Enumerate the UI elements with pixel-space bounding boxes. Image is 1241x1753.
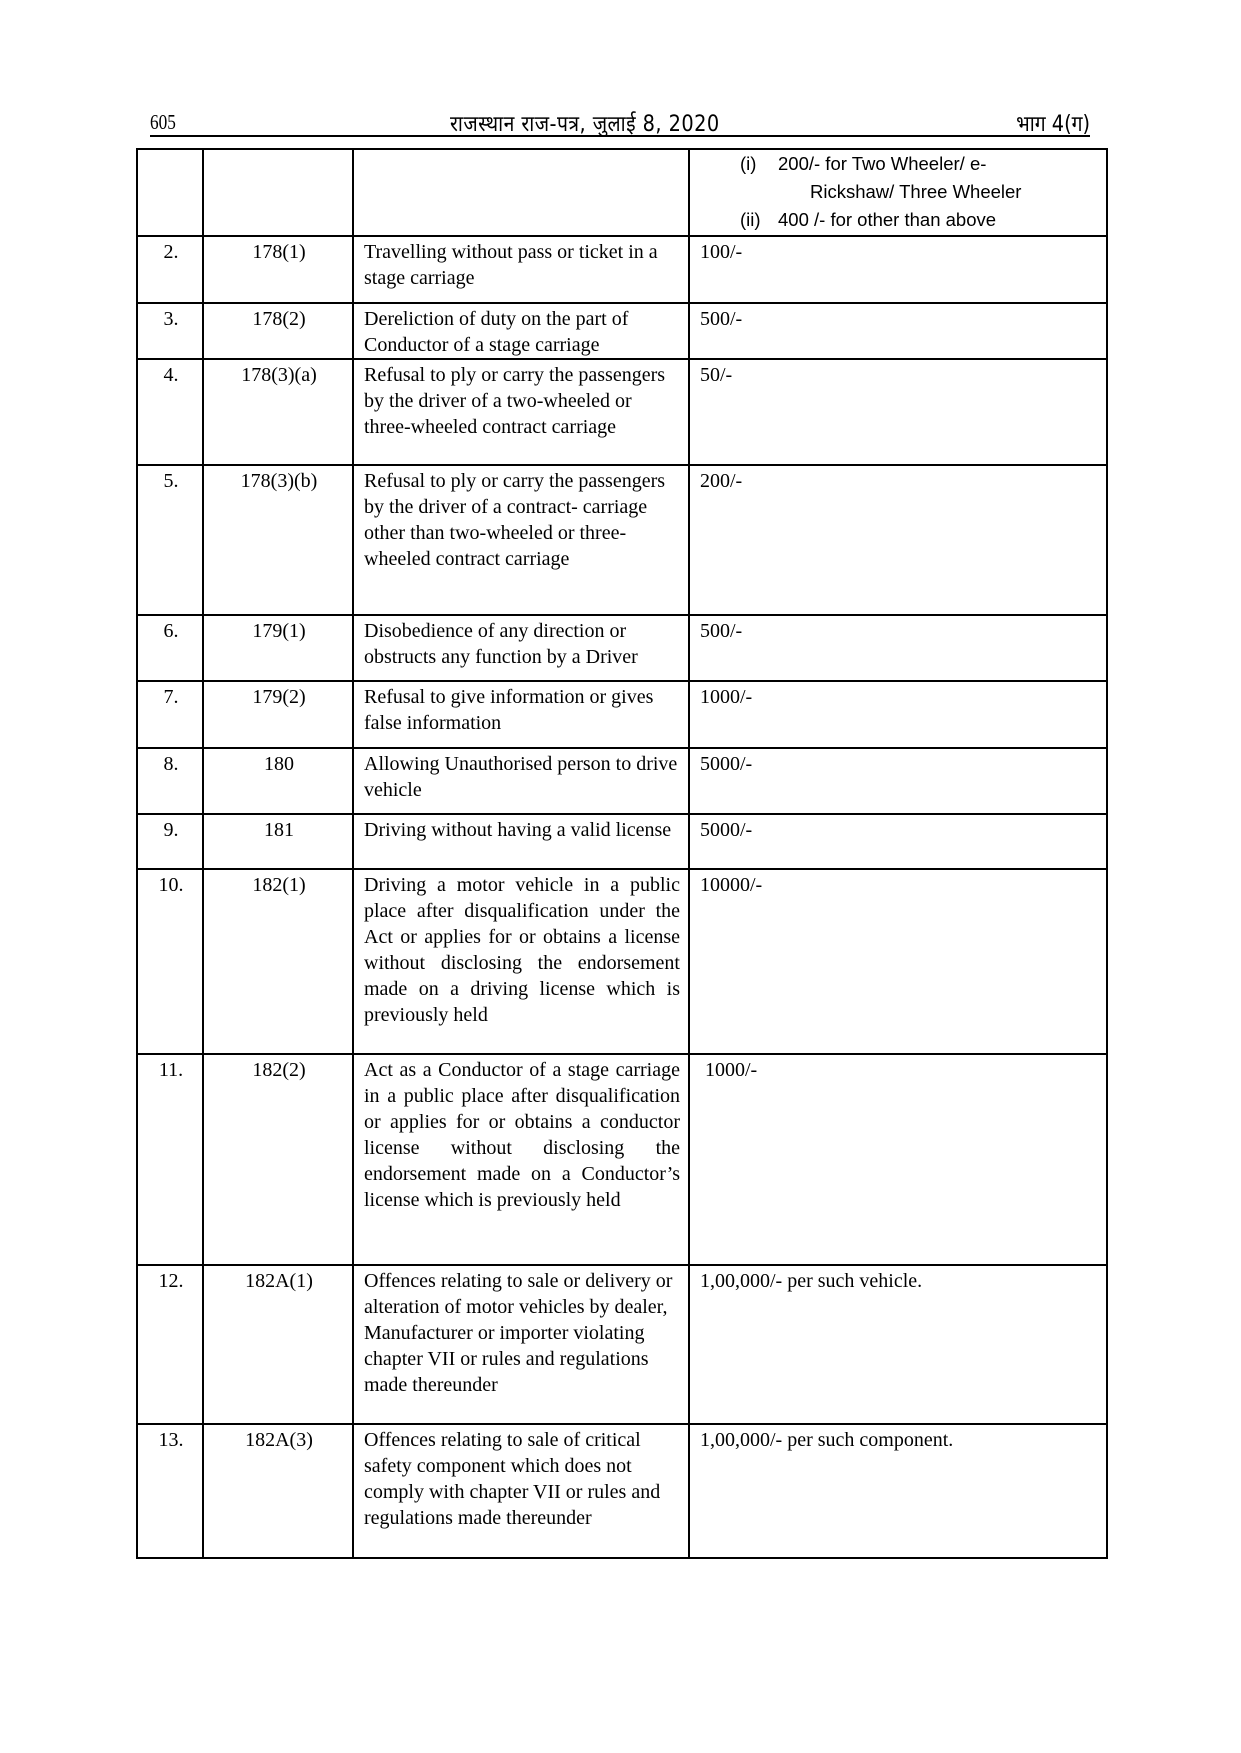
- offence-cell: Allowing Unauthorised person to drive vehicle: [353, 748, 689, 814]
- offence-cell: Dereliction of duty on the part of Conductor of a stage carriage: [353, 303, 689, 359]
- serial-number-cell: 4.: [137, 359, 203, 465]
- section-cell: 179(2): [203, 681, 353, 748]
- fine-cell: 5000/-: [689, 814, 1107, 869]
- fine-cell: 10000/-: [689, 869, 1107, 1054]
- serial-number-cell: 10.: [137, 869, 203, 1054]
- serial-number-cell: 9.: [137, 814, 203, 869]
- page-header: [150, 108, 1090, 137]
- section-cell: 178(1): [203, 236, 353, 303]
- fine-cell: 1,00,000/- per such vehicle.: [689, 1265, 1107, 1424]
- fine-cell: 1000/-: [689, 681, 1107, 748]
- fine-list: [700, 150, 1098, 234]
- serial-number-cell: 12.: [137, 1265, 203, 1424]
- gazette-part: भाग 4(ग): [1015, 112, 1090, 137]
- fine-item-text: 400 /- for other than above: [778, 209, 997, 230]
- list-marker: (ii): [740, 209, 761, 230]
- section-cell: 178(3)(b): [203, 465, 353, 615]
- section-cell: 182A(1): [203, 1265, 353, 1424]
- fine-list-item: [740, 150, 1098, 178]
- offence-cell: Driving a motor vehicle in a public place after disqualification under the Act or applies for or obtains a license without disclosing the endorsement made on a driving license which is previously held: [353, 869, 689, 1054]
- offence-cell: Refusal to give information or gives false information: [353, 681, 689, 748]
- fine-cell: 500/-: [689, 303, 1107, 359]
- table-row: [137, 814, 1107, 869]
- fine-cell: 1000/-: [689, 1054, 1107, 1265]
- section-cell: 182A(3): [203, 1424, 353, 1558]
- table-row: [137, 359, 1107, 465]
- section-cell: 180: [203, 748, 353, 814]
- serial-number-cell: 11.: [137, 1054, 203, 1265]
- offence-cell: Refusal to ply or carry the passengers by the driver of a contract- carriage other than two-wheeled or three-wheeled contract carriage: [353, 465, 689, 615]
- offence-cell: Offences relating to sale of critical safety component which does not comply with chapter VII or rules and regulations made thereunder: [353, 1424, 689, 1558]
- table-row: [137, 303, 1107, 359]
- fine-cell: 5000/-: [689, 748, 1107, 814]
- table-row: [137, 748, 1107, 814]
- gazette-title: राजस्थान राज-पत्र, जुलाई 8, 2020: [450, 112, 720, 137]
- page-number: 605: [150, 110, 176, 134]
- section-cell: 182(2): [203, 1054, 353, 1265]
- offence-cell: Disobedience of any direction or obstructs any function by a Driver: [353, 615, 689, 681]
- offence-cell: Offences relating to sale or delivery or alteration of motor vehicles by dealer, Manufacturer or importer violating chapter VII or rules and regulations made thereunder: [353, 1265, 689, 1424]
- section-cell: 181: [203, 814, 353, 869]
- table-row: [137, 681, 1107, 748]
- table-row: [137, 869, 1107, 1054]
- section-cell: 178(3)(a): [203, 359, 353, 465]
- serial-number-cell: 7.: [137, 681, 203, 748]
- fine-cell: 500/-: [689, 615, 1107, 681]
- section-cell: [203, 149, 353, 236]
- offence-cell: [353, 149, 689, 236]
- section-cell: 179(1): [203, 615, 353, 681]
- section-cell: 178(2): [203, 303, 353, 359]
- list-marker: (i): [740, 153, 757, 174]
- table-row: [137, 1424, 1107, 1558]
- fine-cell: 50/-: [689, 359, 1107, 465]
- serial-number-cell: 8.: [137, 748, 203, 814]
- table-row: [137, 1265, 1107, 1424]
- table-row-continuation: [137, 149, 1107, 236]
- serial-number-cell: 3.: [137, 303, 203, 359]
- serial-number-cell: [137, 149, 203, 236]
- fines-table: [136, 148, 1108, 1559]
- fine-cell: 1,00,000/- per such component.: [689, 1424, 1107, 1558]
- offence-cell: Act as a Conductor of a stage carriage in a public place after disqualification or applies for or obtains a conductor license without disclosing the endorsement made on a Conductor’s license which is previously held: [353, 1054, 689, 1265]
- fine-item-text: 200/- for Two Wheeler/ e-: [778, 153, 987, 174]
- serial-number-cell: 2.: [137, 236, 203, 303]
- table-row: [137, 615, 1107, 681]
- table-row: [137, 465, 1107, 615]
- section-cell: 182(1): [203, 869, 353, 1054]
- offence-cell: Refusal to ply or carry the passengers by the driver of a two-wheeled or three-wheeled contract carriage: [353, 359, 689, 465]
- serial-number-cell: 5.: [137, 465, 203, 615]
- fine-cell: 200/-: [689, 465, 1107, 615]
- serial-number-cell: 13.: [137, 1424, 203, 1558]
- fine-cell: [689, 149, 1107, 236]
- fine-list-item: [740, 206, 1098, 234]
- table-row: [137, 236, 1107, 303]
- offence-cell: Driving without having a valid license: [353, 814, 689, 869]
- table-row: [137, 1054, 1107, 1265]
- fine-item-continuation: Rickshaw/ Three Wheeler: [810, 181, 1022, 202]
- serial-number-cell: 6.: [137, 615, 203, 681]
- fine-cell: 100/-: [689, 236, 1107, 303]
- offence-cell: Travelling without pass or ticket in a stage carriage: [353, 236, 689, 303]
